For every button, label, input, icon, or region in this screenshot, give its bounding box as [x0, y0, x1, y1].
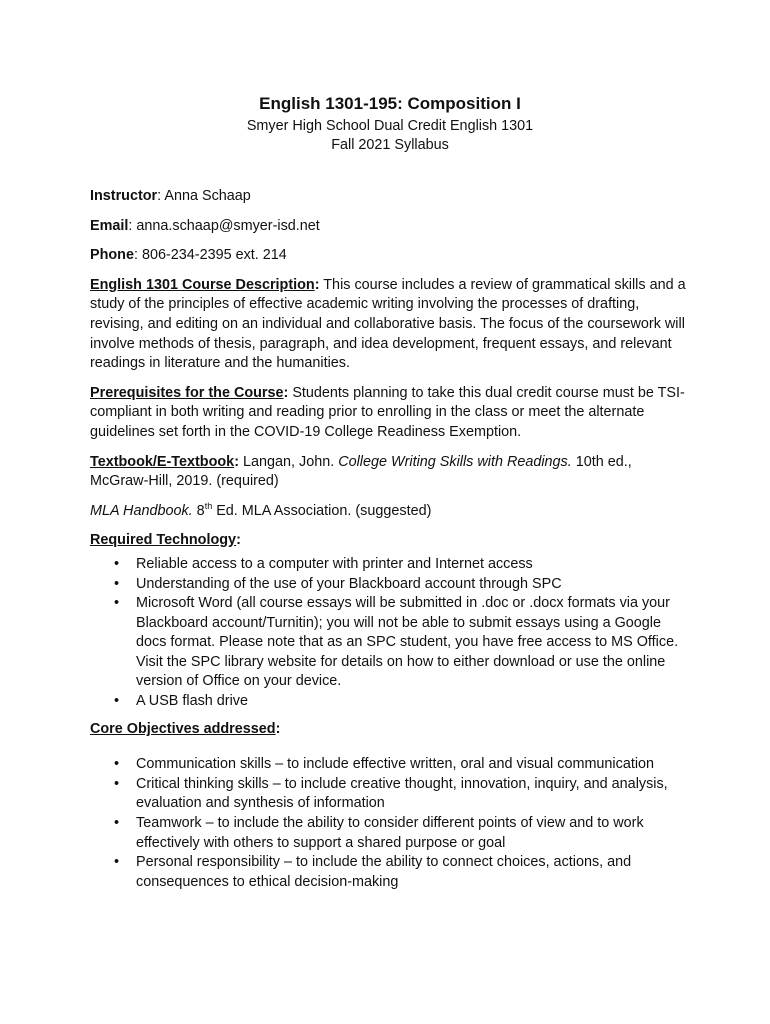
list-item: • Communication skills – to include effective written, oral and visual communication [90, 755, 690, 775]
list-item: • A USB flash drive [90, 692, 690, 712]
course-description-text: This course includes a review of grammatical skills and a study of the principles of effective academic writing involving the processes of drafting, revising, and editing on an individual and collaborative basis. The focus of the coursework will involve methods of thesis, paragraph, and idea development, frequent essays, and relevant readings in literature and the humanities. [90, 276, 686, 372]
phone-label: Phone [90, 247, 134, 264]
instructor-value: : Anna Schaap [157, 188, 251, 204]
textbook-label: Textbook/E-Textbook [90, 453, 235, 470]
list-item: • Understanding of the use of your Blackboard account through SPC [90, 575, 690, 595]
list-item: • Teamwork – to include the ability to consider different points of view and to work effectively with others to support a shared purpose or goal [90, 814, 690, 853]
course-description [90, 276, 690, 374]
mla-edition-number: 8 [192, 502, 205, 519]
mla-handbook-details: Ed. MLA Association. (suggested) [212, 502, 432, 519]
core-objectives-colon: : [275, 720, 281, 737]
prerequisites [90, 384, 690, 443]
list-item: • Microsoft Word (all course essays will be submitted in .doc or .docx formats via your Blackboard account/Turnitin); you will not be able to submit essays using a Google docs format. Please note that as an SPC student, you have free access to MS Office. Visit the SPC library website for details on how to either download or use the online version of Office on your device. [90, 594, 690, 692]
email-value: : anna.schaap@smyer-isd.net [128, 217, 320, 234]
required-technology-heading [90, 531, 690, 551]
mla-handbook-title: MLA Handbook. [90, 502, 193, 519]
document-subtitle: Smyer High School Dual Credit English 1301 [246, 118, 534, 134]
core-objectives-heading [90, 720, 690, 740]
textbook-colon: : [234, 453, 239, 470]
phone-value: : 806-234-2395 ext. 214 [133, 247, 287, 264]
semester-label: Fall 2021 Syllabus [331, 137, 449, 153]
textbook-details: 10th ed., McGraw-Hill, 2019. (required) [90, 453, 632, 490]
mla-edition-suffix: th [204, 500, 213, 511]
syllabus-content [90, 93, 690, 892]
list-item: • Critical thinking skills – to include creative thought, innovation, inquiry, and analysis, evaluation and synthesis of information [90, 775, 690, 814]
textbook [90, 453, 690, 492]
core-objectives-label: Core Objectives addressed [90, 720, 276, 737]
document-title: English 1301-195: Composition I [259, 94, 521, 113]
prerequisites-text: Students planning to take this dual credit course must be TSI-compliant in both writing and reading prior to enrolling in the class or meet the alternate guidelines set forth in the COVID-19 College Readiness Exemption. [90, 384, 685, 440]
course-description-label: English 1301 Course Description [90, 276, 315, 293]
technology-list [90, 555, 690, 712]
list-item: • Reliable access to a computer with printer and Internet access [90, 555, 690, 575]
prerequisites-colon: : [283, 384, 289, 401]
list-item: • Personal responsibility – to include the ability to connect choices, actions, and consequences to ethical decision-making [90, 853, 690, 892]
email-label: Email [90, 217, 129, 234]
textbook-author: Langan, John. [238, 453, 339, 470]
required-technology-colon: : [236, 532, 241, 549]
core-objectives-list [90, 755, 690, 892]
course-description-colon: : [314, 276, 320, 293]
prerequisites-label: Prerequisites for the Course [90, 384, 284, 401]
mla-handbook [90, 502, 690, 522]
phone-line [90, 246, 690, 266]
textbook-title: College Writing Skills with Readings. [338, 453, 572, 470]
email-line [90, 217, 690, 237]
required-technology-label: Required Technology [90, 532, 237, 549]
instructor-line [90, 187, 690, 207]
instructor-label: Instructor [90, 188, 158, 204]
